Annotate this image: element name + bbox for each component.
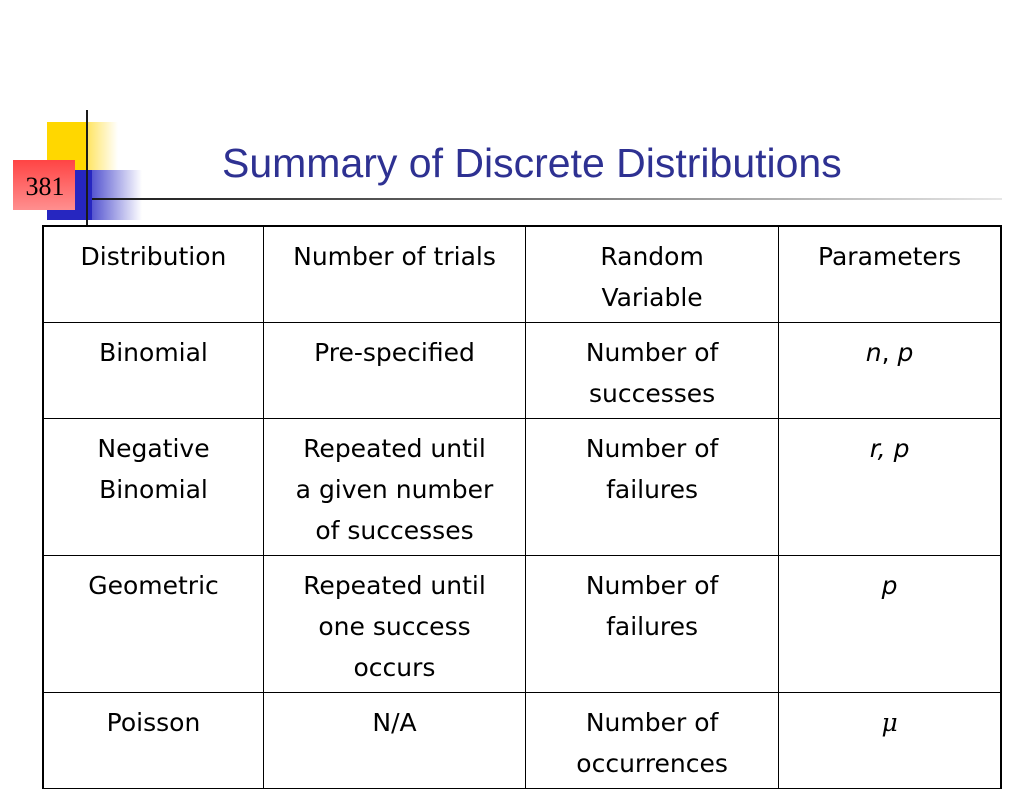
- header-parameters: [779, 226, 1001, 323]
- header-trials-text: Number of trials: [293, 242, 496, 271]
- cell-distribution: [43, 693, 263, 789]
- slide-title: Summary of Discrete Distributions: [222, 140, 842, 186]
- header-number-of-trials: [263, 226, 525, 323]
- param-symbol: μ: [881, 708, 898, 737]
- cell-parameters: [779, 419, 1001, 556]
- cell-distribution: [43, 556, 263, 693]
- header-rv-line2: Variable: [601, 283, 703, 312]
- table-row: [43, 323, 1001, 419]
- cell-random-variable: [526, 556, 779, 693]
- distribution-summary-table: [42, 225, 1002, 789]
- param-separator: ,: [881, 338, 898, 367]
- cell-text: Number of: [585, 338, 719, 367]
- cell-text: Number of: [585, 708, 719, 737]
- cell-text: Binomial: [99, 475, 208, 504]
- cell-random-variable: [526, 323, 779, 419]
- cell-text: one success: [318, 612, 471, 641]
- cell-random-variable: [526, 419, 779, 556]
- cell-trials: [263, 323, 525, 419]
- cell-trials: [263, 693, 525, 789]
- decor-yellow-fade: [88, 122, 118, 175]
- cell-text: Pre-specified: [314, 338, 475, 367]
- param-symbol: p: [881, 571, 898, 600]
- cell-text: successes: [588, 379, 716, 408]
- cell-text: a given number: [295, 475, 494, 504]
- cell-text: Number of: [585, 434, 719, 463]
- cell-text: occurs: [353, 653, 436, 682]
- cell-text: failures: [606, 475, 699, 504]
- cell-text: occurrences: [576, 749, 728, 778]
- cell-parameters: [779, 556, 1001, 693]
- param-symbol: n: [865, 338, 882, 367]
- param-symbol: r, p: [869, 434, 910, 463]
- cell-text: N/A: [372, 708, 417, 737]
- cell-text: Number of: [585, 571, 719, 600]
- table-row: [43, 693, 1001, 789]
- slide-number: 381: [25, 172, 65, 201]
- table-row: [43, 556, 1001, 693]
- cell-text: Repeated until: [303, 434, 486, 463]
- cell-text: Poisson: [106, 708, 201, 737]
- cell-trials: [263, 419, 525, 556]
- cell-text: of successes: [315, 516, 474, 545]
- cell-parameters: [779, 323, 1001, 419]
- decor-blue-fade: [92, 170, 142, 220]
- cell-text: Geometric: [88, 571, 219, 600]
- header-distribution: [43, 226, 263, 323]
- table-row: [43, 419, 1001, 556]
- table-header-row: [43, 226, 1001, 323]
- cell-text: failures: [606, 612, 699, 641]
- decor-vertical-line: [86, 110, 88, 225]
- cell-distribution: [43, 323, 263, 419]
- cell-text: Binomial: [99, 338, 208, 367]
- cell-distribution: [43, 419, 263, 556]
- title-underline: [92, 198, 1002, 200]
- header-distribution-text: Distribution: [80, 242, 227, 271]
- param-symbol: p: [897, 338, 914, 367]
- cell-text: Repeated until: [303, 571, 486, 600]
- header-random-variable: [526, 226, 779, 323]
- cell-trials: [263, 556, 525, 693]
- header-parameters-text: Parameters: [818, 242, 962, 271]
- cell-text: Negative: [97, 434, 210, 463]
- cell-random-variable: [526, 693, 779, 789]
- header-rv-line1: Random: [600, 242, 704, 271]
- cell-parameters: [779, 693, 1001, 789]
